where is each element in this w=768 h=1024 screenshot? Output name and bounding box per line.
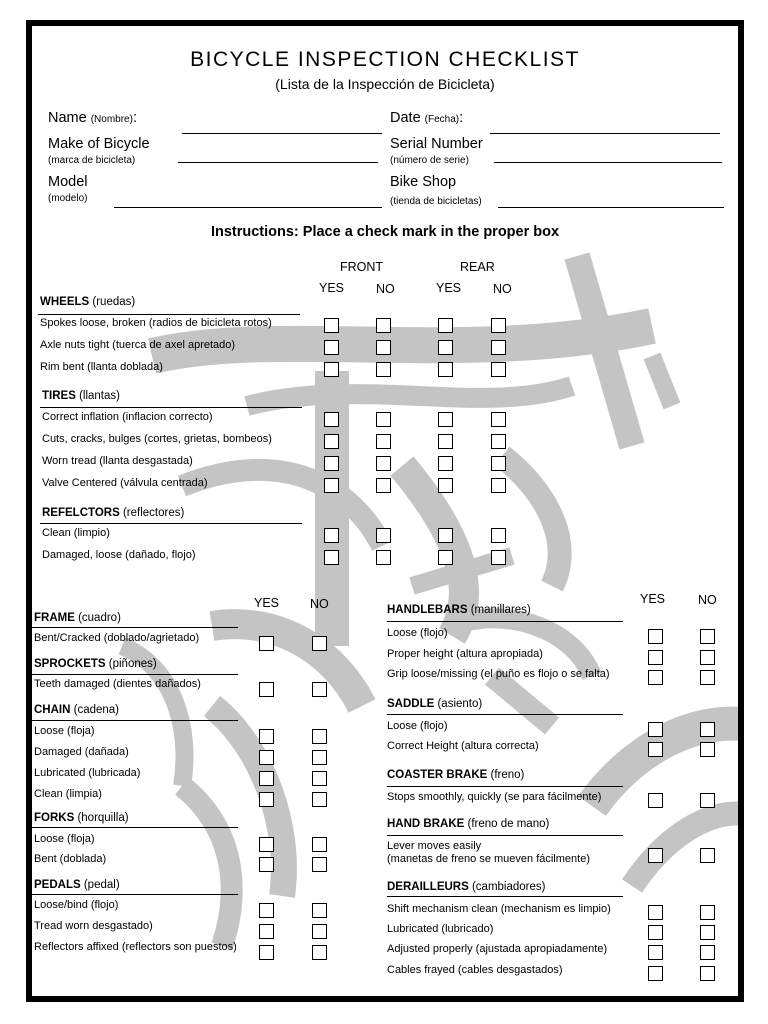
saddle-item-label: Correct Height (altura correcta) [387, 740, 539, 752]
chain-item-label: Loose (floja) [34, 725, 95, 737]
hand-brake-section-rule [387, 835, 623, 836]
tires-rear-no-checkbox[interactable] [491, 456, 506, 471]
tires-front-no-checkbox[interactable] [376, 434, 391, 449]
pedals-no-checkbox[interactable] [312, 903, 327, 918]
wheels-rear-yes-checkbox[interactable] [438, 362, 453, 377]
front-no-header: NO [376, 282, 395, 296]
coaster-brake-section-header [387, 769, 524, 781]
frame-section-header [34, 612, 121, 624]
model-label: Model [48, 174, 88, 190]
serial-label: Serial Number [390, 136, 483, 152]
form-subtitle: (Lista de la Inspección de Bicicleta) [275, 76, 495, 92]
derailleurs-no-checkbox[interactable] [700, 925, 715, 940]
hand-brake-yes-checkbox[interactable] [648, 848, 663, 863]
chain-no-checkbox[interactable] [312, 729, 327, 744]
chain-item-label: Lubricated (lubricada) [34, 767, 141, 779]
hand-brake-section-title: HAND BRAKE [387, 818, 465, 830]
derailleurs-section-rule [387, 896, 623, 897]
saddle-section-rule [387, 714, 623, 715]
wheels-front-no-checkbox[interactable] [376, 340, 391, 355]
saddle-no-checkbox[interactable] [700, 722, 715, 737]
derailleurs-no-checkbox[interactable] [700, 966, 715, 981]
chain-item-label: Clean (limpia) [34, 788, 102, 800]
tires-rear-no-checkbox[interactable] [491, 412, 506, 427]
rear-no-header: NO [493, 282, 512, 296]
forks-section-subtitle: (horquilla) [74, 812, 129, 824]
wheels-section-rule [38, 314, 300, 315]
shop-sublabel: (tienda de bicicletas) [390, 196, 482, 207]
chain-section-rule [32, 720, 238, 721]
pedals-yes-checkbox[interactable] [259, 924, 274, 939]
sprockets-section-header [34, 658, 157, 670]
front-column-header: FRONT [340, 260, 384, 274]
chain-no-checkbox[interactable] [312, 750, 327, 765]
wheels-rear-yes-checkbox[interactable] [438, 340, 453, 355]
sprockets-yes-checkbox[interactable] [259, 682, 274, 697]
wheels-front-yes-checkbox[interactable] [324, 340, 339, 355]
derailleurs-no-checkbox[interactable] [700, 945, 715, 960]
tires-section-subtitle: (llantas) [75, 390, 120, 402]
wheels-section-subtitle: (ruedas) [89, 296, 136, 308]
forks-section-header [34, 812, 129, 824]
name-field-label [48, 110, 137, 126]
derailleurs-section-title: DERAILLEURS [387, 881, 469, 893]
tires-front-yes-checkbox[interactable] [324, 434, 339, 449]
chain-yes-checkbox[interactable] [259, 771, 274, 786]
tires-rear-yes-checkbox[interactable] [438, 456, 453, 471]
tires-front-no-checkbox[interactable] [376, 456, 391, 471]
chain-yes-checkbox[interactable] [259, 792, 274, 807]
saddle-yes-checkbox[interactable] [648, 742, 663, 757]
tires-section-title: TIRES [42, 390, 76, 402]
refelctors-rear-yes-checkbox[interactable] [438, 528, 453, 543]
chain-section-title: CHAIN [34, 704, 71, 716]
handlebars-item-label: Grip loose/missing (el puño es flojo o se falta) [387, 668, 610, 680]
wheels-front-yes-checkbox[interactable] [324, 318, 339, 333]
pedals-section-subtitle: (pedal) [80, 879, 120, 891]
forks-no-checkbox[interactable] [312, 857, 327, 872]
name-sublabel: (Nombre) [90, 114, 133, 125]
wheels-item-label: Spokes loose, broken (radios de bicicleta rotos) [40, 317, 272, 329]
derailleurs-section-subtitle: (cambiadores) [468, 881, 546, 893]
tires-front-yes-checkbox[interactable] [324, 412, 339, 427]
frame-no-checkbox[interactable] [312, 636, 327, 651]
tires-item-label: Correct inflation (inflacion correcto) [42, 411, 213, 423]
derailleurs-item-label: Cables frayed (cables desgastados) [387, 964, 563, 976]
rear-yes-header: YES [436, 281, 462, 295]
refelctors-front-no-checkbox[interactable] [376, 550, 391, 565]
refelctors-item-label: Damaged, loose (dañado, flojo) [42, 549, 196, 561]
refelctors-rear-no-checkbox[interactable] [491, 528, 506, 543]
saddle-section-subtitle: (asiento) [434, 698, 483, 710]
wheels-section-title: WHEELS [40, 296, 90, 308]
wheels-item-label: Axle nuts tight (tuerca de axel apretado) [40, 339, 236, 351]
forks-no-checkbox[interactable] [312, 837, 327, 852]
pedals-item-label: Loose/bind (flojo) [34, 899, 119, 911]
wheels-item-label: Rim bent (llanta doblada) [40, 361, 163, 373]
wheels-front-no-checkbox[interactable] [376, 362, 391, 377]
pedals-yes-checkbox[interactable] [259, 903, 274, 918]
right-yes-header: YES [640, 592, 666, 606]
refelctors-rear-yes-checkbox[interactable] [438, 550, 453, 565]
frame-section-rule [32, 627, 238, 628]
pedals-yes-checkbox[interactable] [259, 945, 274, 960]
forks-yes-checkbox[interactable] [259, 837, 274, 852]
handlebars-no-checkbox[interactable] [700, 629, 715, 644]
wheels-rear-yes-checkbox[interactable] [438, 318, 453, 333]
pedals-section-title: PEDALS [34, 879, 81, 891]
derailleurs-section-header [387, 881, 545, 893]
handlebars-section-rule [387, 621, 623, 622]
sprockets-item-label: Teeth damaged (dientes dañados) [34, 678, 201, 690]
pedals-section-header [34, 879, 120, 891]
frame-section-subtitle: (cuadro) [74, 612, 121, 624]
tires-rear-no-checkbox[interactable] [491, 478, 506, 493]
make-input-line[interactable] [178, 162, 378, 163]
make-label: Make of Bicycle [48, 136, 150, 152]
saddle-item-label: Loose (flojo) [387, 720, 448, 732]
sprockets-section-title: SPROCKETS [34, 658, 106, 670]
wheels-front-no-checkbox[interactable] [376, 318, 391, 333]
refelctors-front-yes-checkbox[interactable] [324, 528, 339, 543]
wheels-front-yes-checkbox[interactable] [324, 362, 339, 377]
date-input-line[interactable] [490, 133, 720, 134]
rear-column-header: REAR [460, 260, 495, 274]
serial-input-line[interactable] [494, 162, 722, 163]
tires-item-label: Worn tread (llanta desgastada) [42, 455, 193, 467]
frame-yes-checkbox[interactable] [259, 636, 274, 651]
coaster-brake-section-title: COASTER BRAKE [387, 769, 488, 781]
derailleurs-item-label: Shift mechanism clean (mechanism es limpio) [387, 903, 611, 915]
pedals-no-checkbox[interactable] [312, 945, 327, 960]
hand-brake-item-label: Lever moves easily (manetas de freno se mueven fácilmente) [387, 840, 590, 865]
tires-rear-no-checkbox[interactable] [491, 434, 506, 449]
forks-section-rule [32, 827, 238, 828]
handlebars-no-checkbox[interactable] [700, 670, 715, 685]
refelctors-item-label: Clean (limpio) [42, 527, 110, 539]
wheels-rear-no-checkbox[interactable] [491, 318, 506, 333]
date-colon: : [459, 110, 464, 126]
wheels-rear-no-checkbox[interactable] [491, 362, 506, 377]
derailleurs-yes-checkbox[interactable] [648, 966, 663, 981]
handlebars-yes-checkbox[interactable] [648, 670, 663, 685]
refelctors-front-no-checkbox[interactable] [376, 528, 391, 543]
chain-yes-checkbox[interactable] [259, 750, 274, 765]
frame-section-title: FRAME [34, 612, 75, 624]
tires-item-label: Cuts, cracks, bulges (cortes, grietas, bombeos) [42, 433, 272, 445]
model-input-line[interactable] [114, 207, 382, 208]
shop-input-line[interactable] [498, 207, 724, 208]
saddle-yes-checkbox[interactable] [648, 722, 663, 737]
forks-section-title: FORKS [34, 812, 75, 824]
tires-front-no-checkbox[interactable] [376, 478, 391, 493]
handlebars-no-checkbox[interactable] [700, 650, 715, 665]
saddle-section-title: SADDLE [387, 698, 435, 710]
chain-no-checkbox[interactable] [312, 771, 327, 786]
pedals-item-label: Reflectors affixed (reflectors son puestos) [34, 941, 237, 953]
name-input-line[interactable] [182, 133, 382, 134]
left-no-header: NO [310, 597, 329, 611]
tires-front-yes-checkbox[interactable] [324, 478, 339, 493]
chain-section-subtitle: (cadena) [70, 704, 120, 716]
handlebars-section-title: HANDLEBARS [387, 604, 468, 616]
date-sublabel: (Fecha) [424, 114, 460, 125]
refelctors-section-rule [40, 523, 302, 524]
front-yes-header: YES [319, 281, 345, 295]
sprockets-section-subtitle: (piñones) [105, 658, 157, 670]
date-label: Date [390, 110, 421, 126]
chain-no-checkbox[interactable] [312, 792, 327, 807]
pedals-item-label: Tread worn desgastado) [34, 920, 153, 932]
handlebars-yes-checkbox[interactable] [648, 650, 663, 665]
coaster-brake-section-rule [387, 786, 623, 787]
tires-rear-yes-checkbox[interactable] [438, 434, 453, 449]
form-title: BICYCLE INSPECTION CHECKLIST [190, 48, 580, 71]
checklist-form [26, 20, 744, 1002]
shop-label: Bike Shop [390, 174, 457, 190]
tires-section-header [42, 390, 120, 402]
coaster-brake-no-checkbox[interactable] [700, 793, 715, 808]
refelctors-front-yes-checkbox[interactable] [324, 550, 339, 565]
derailleurs-item-label: Lubricated (lubricado) [387, 923, 494, 935]
handlebars-item-label: Proper height (altura apropiada) [387, 648, 543, 660]
refelctors-section-subtitle: (reflectores) [119, 507, 185, 519]
derailleurs-no-checkbox[interactable] [700, 905, 715, 920]
derailleurs-yes-checkbox[interactable] [648, 905, 663, 920]
name-colon: : [132, 110, 137, 126]
coaster-brake-yes-checkbox[interactable] [648, 793, 663, 808]
tires-section-rule [40, 407, 302, 408]
wheels-rear-no-checkbox[interactable] [491, 340, 506, 355]
saddle-no-checkbox[interactable] [700, 742, 715, 757]
sprockets-section-rule [32, 674, 238, 675]
chain-section-header [34, 704, 119, 716]
make-sublabel: (marca de bicicleta) [48, 155, 136, 166]
derailleurs-item-label: Adjusted properly (ajustada apropiadamente) [387, 943, 608, 955]
frame-item-label: Bent/Cracked (doblado/agrietado) [34, 632, 200, 644]
tires-front-no-checkbox[interactable] [376, 412, 391, 427]
derailleurs-yes-checkbox[interactable] [648, 925, 663, 940]
sprockets-no-checkbox[interactable] [312, 682, 327, 697]
chain-item-label: Damaged (dañada) [34, 746, 129, 758]
left-yes-header: YES [254, 596, 280, 610]
handlebars-section-subtitle: (manillares) [467, 604, 531, 616]
right-no-header: NO [698, 593, 717, 607]
handlebars-yes-checkbox[interactable] [648, 629, 663, 644]
coaster-brake-item-label: Stops smoothly, quickly (se para fácilmente) [387, 791, 602, 803]
hand-brake-section-subtitle: (freno de mano) [464, 818, 550, 830]
handlebars-item-label: Loose (flojo) [387, 627, 448, 639]
derailleurs-yes-checkbox[interactable] [648, 945, 663, 960]
model-sublabel: (modelo) [48, 193, 88, 204]
name-label: Name [48, 110, 87, 126]
handlebars-section-header [387, 604, 531, 616]
refelctors-section-header [42, 507, 184, 519]
forks-item-label: Bent (doblada) [34, 853, 107, 865]
instructions: Instructions: Place a check mark in the proper box [210, 224, 560, 240]
tires-item-label: Valve Centered (válvula centrada) [42, 477, 208, 489]
forks-yes-checkbox[interactable] [259, 857, 274, 872]
date-field-label [390, 110, 463, 126]
pedals-section-rule [32, 894, 238, 895]
refelctors-section-title: REFELCTORS [42, 507, 120, 519]
hand-brake-no-checkbox[interactable] [700, 848, 715, 863]
tires-front-yes-checkbox[interactable] [324, 456, 339, 471]
tires-rear-yes-checkbox[interactable] [438, 412, 453, 427]
refelctors-rear-no-checkbox[interactable] [491, 550, 506, 565]
hand-brake-section-header [387, 818, 549, 830]
serial-sublabel: (número de serie) [390, 155, 469, 166]
tires-rear-yes-checkbox[interactable] [438, 478, 453, 493]
forks-item-label: Loose (floja) [34, 833, 95, 845]
coaster-brake-section-subtitle: (freno) [487, 769, 525, 781]
saddle-section-header [387, 698, 482, 710]
wheels-section-header [40, 296, 135, 308]
chain-yes-checkbox[interactable] [259, 729, 274, 744]
pedals-no-checkbox[interactable] [312, 924, 327, 939]
